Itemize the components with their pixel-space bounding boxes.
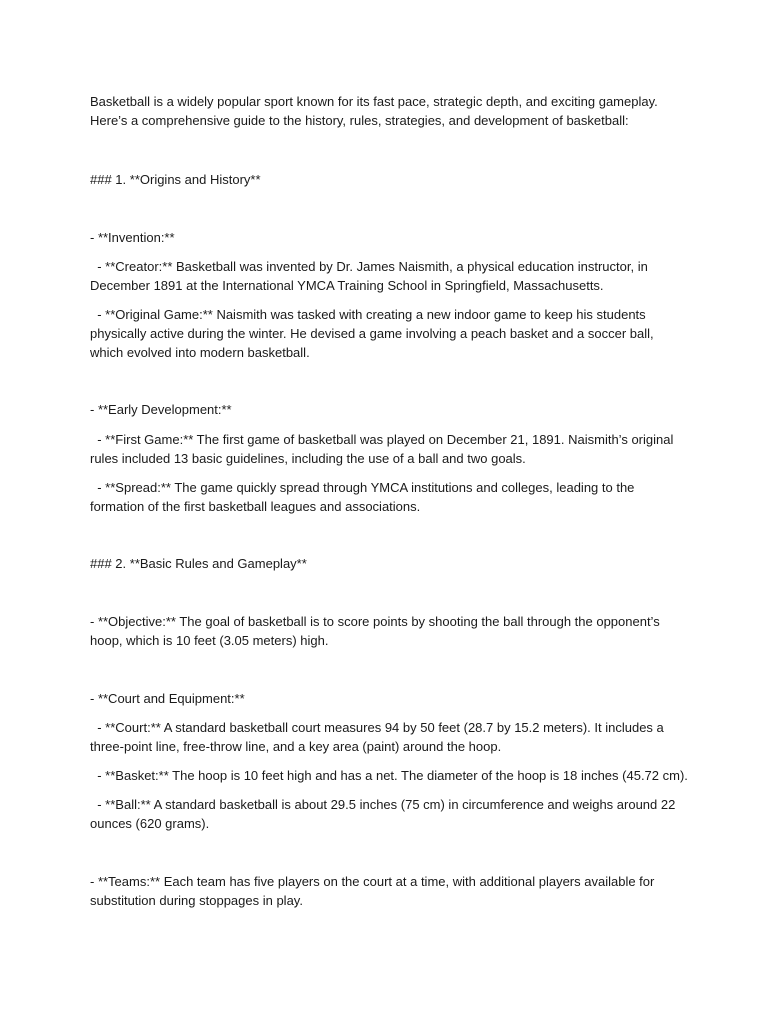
list-item-creator: - **Creator:** Basketball was invented by Dr. James Naismith, a physical education instructor, in December 1891 at the International YMCA Training School in Springfield, Massachusetts. — [90, 259, 652, 293]
intro-paragraph: Basketball is a widely popular sport known for its fast pace, strategic depth, and exciting gameplay. Here’s a comprehensive guide to the history, rules, strategies, and development of basketball: — [90, 94, 662, 128]
list-item-invention: - **Invention:** — [90, 230, 175, 245]
list-item-original-game: - **Original Game:** Naismith was tasked with creating a new indoor game to keep his students physically active during the winter. He devised a game involving a peach basket and a soccer ball, which evolved into modern basketball. — [90, 307, 658, 360]
list-item-court: - **Court:** A standard basketball court measures 94 by 50 feet (28.7 by 15.2 meters). It includes a three-point line, free-throw line, and a key area (paint) around the hoop. — [90, 720, 668, 754]
list-item-first-game: - **First Game:** The first game of basketball was played on December 21, 1891. Naismith’s original rules included 13 basic guidelines, including the use of a ball and two goals. — [90, 432, 677, 466]
list-item-early-development: - **Early Development:** — [90, 402, 232, 417]
list-item-objective: - **Objective:** The goal of basketball is to score points by shooting the ball through the opponent’s hoop, which is 10 feet (3.05 meters) high. — [90, 614, 664, 648]
list-item-court-equipment: - **Court and Equipment:** — [90, 691, 245, 706]
list-item-ball: - **Ball:** A standard basketball is about 29.5 inches (75 cm) in circumference and weighs around 22 ounces (620 grams). — [90, 797, 679, 831]
list-item-spread: - **Spread:** The game quickly spread through YMCA institutions and colleges, leading to the formation of the first basketball leagues and associations. — [90, 480, 639, 514]
section-heading-rules: ### 2. **Basic Rules and Gameplay** — [90, 556, 307, 571]
list-item-basket: - **Basket:** The hoop is 10 feet high and has a net. The diameter of the hoop is 18 inches (45.72 cm). — [90, 768, 688, 783]
section-heading-origins: ### 1. **Origins and History** — [90, 172, 261, 187]
list-item-teams: - **Teams:** Each team has five players on the court at a time, with additional players available for substitution during stoppages in play. — [90, 874, 658, 908]
